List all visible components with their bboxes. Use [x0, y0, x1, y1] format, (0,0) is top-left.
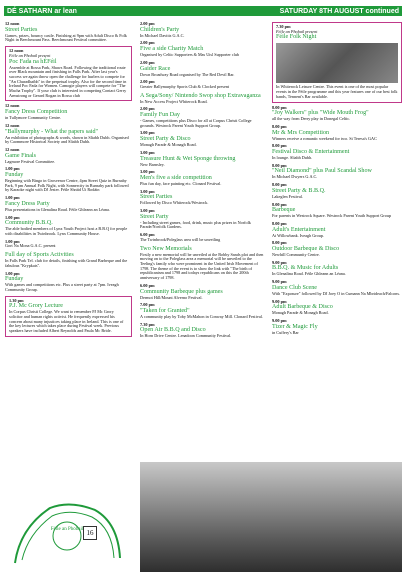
header-right: SATURDAY 8TH AUGUST continued	[279, 7, 399, 15]
event-item	[272, 319, 402, 335]
event-title: Funday	[5, 172, 24, 179]
event-title: Adult's Entertainment	[272, 226, 326, 233]
event-time: 9.00 pm	[272, 259, 287, 265]
event-time: 9.00 pm	[272, 317, 287, 323]
event-description: Newhill Community Centre.	[272, 252, 320, 258]
event-title: Gaider Race	[140, 65, 171, 72]
event-item	[140, 303, 267, 319]
event-description: Plus fun day, face painting etc. Clonard Festival.	[140, 180, 222, 186]
event-time: 9.00 pm	[272, 298, 287, 304]
event-presenter: Féile an Phobail present	[9, 52, 51, 58]
event-item	[140, 61, 267, 77]
event-item	[140, 22, 267, 38]
event-time: 12 noon	[5, 146, 20, 152]
event-description: In New Access Project Whiterock Road.	[140, 98, 208, 104]
event-time: 2.00 pm	[140, 106, 155, 112]
event-time: 12 noon	[5, 21, 20, 26]
event-title: "Ballymurphy - What the papers said"	[5, 128, 99, 135]
event-title: "Taken for Granted"	[140, 307, 190, 314]
event-title: Treasure Hunt & Wet Sponge throwing	[140, 155, 236, 162]
event-title: Street Party	[140, 213, 169, 220]
event-title: Fancy Dress Competition	[5, 109, 68, 116]
event-title: Community B.B.Q.	[5, 220, 53, 227]
event-description: in Cuffery's Bar	[272, 329, 299, 335]
event-title: P.J. Mc Grory Lecture	[9, 303, 63, 310]
header-left: DÉ SATHARN ar lean	[7, 7, 77, 15]
event-item	[140, 323, 267, 339]
event-title: Two New Memorials	[140, 245, 192, 252]
feile-logo	[10, 498, 125, 568]
event-time: 12 noon	[5, 103, 20, 109]
event-item	[140, 284, 267, 300]
event-title: Street Party & Disco	[140, 136, 191, 143]
logo-text: Féile an Phobail	[50, 527, 84, 532]
event-description: Assemble at Rossa Park, Shaws Road. Following the traditional route over Black mountain and finishing in Falls Park. After last year's success we again throw open the challenge for hurlers to compete for "An Churadhaibh" in the perpetual trophy. Also for the second time in Ireland Poc Fada for Women. Camogie players will compete for "The Macha Trophy". If your club is interested in competing Contact Gerry Armstrong or Gerard Rogan in Rossa club	[9, 64, 127, 98]
event-description: Plus presentations in Glenalina Road. Féile Ghleann an Léana.	[5, 206, 110, 212]
event-item	[272, 183, 402, 199]
event-time: 2.00 pm	[140, 79, 155, 85]
event-time: 8.00 pm	[272, 240, 287, 246]
event-title: "Joy Walkers" plus "Wide Mouth Frog"	[272, 110, 369, 117]
event-description: In Glenalina Road. Féile Ghleann an Léana.	[272, 271, 346, 277]
event-item	[140, 93, 267, 105]
event-time: 8.00 pm	[272, 182, 287, 188]
event-title: Féile Folk Night	[276, 34, 317, 41]
event-time: 3.00 pm	[140, 149, 155, 155]
event-description: Organised by Celtic Supporters & Mas Uisl Supporter club	[140, 52, 240, 58]
event-description: all the way from Derry play in Donegal Celtic.	[272, 116, 351, 122]
event-description: Greater Ballymurphy Sports Club & Clocked present	[140, 83, 230, 89]
event-title: Outdoor Barbeque & Disco	[272, 246, 340, 253]
event-title: Children's Party	[140, 26, 180, 33]
column-1	[5, 22, 132, 340]
event-item	[272, 241, 402, 257]
event-item	[272, 261, 402, 277]
column-3	[272, 22, 402, 338]
event-description: In lounge. Sliabh Dubh.	[272, 155, 313, 161]
event-time: 12 noon	[9, 48, 24, 54]
event-title: Community Barbeque plus games	[140, 288, 223, 295]
event-time: 7.00 pm	[140, 302, 155, 308]
event-time: 2.00 pm	[140, 21, 155, 26]
event-title: Full day of Sports Activities	[5, 252, 74, 259]
column-2	[140, 22, 267, 342]
event-time: 7.30 pm	[276, 24, 291, 29]
event-time: 6.00 pm	[140, 282, 155, 288]
event-title: Festival Disco & Entertainment	[272, 149, 350, 156]
event-item	[5, 272, 132, 293]
event-description: Beginning with Bingo in Grosvenor Centre, 4pm Street Quiz in Burnaby Park, 9 pm Annual Folk Night, with Sonnercity in Burnaby park followed by Karaoke night with DJ Jester. Féile Shráid Ui Rodáin	[5, 178, 129, 193]
page-header	[4, 6, 402, 16]
event-time: 3.00 pm	[140, 188, 155, 194]
event-title: Mr & Mrs Competition	[272, 129, 330, 136]
event-item	[140, 107, 267, 128]
event-time: 1.30 pm	[9, 297, 24, 303]
event-description: An exhibition of photographs & words, shown in Sliabh Dubh. Organised by Caommore Historical Society and Sliabh Dubh.	[5, 134, 129, 145]
event-title: Adult Barbeque & Disco	[272, 304, 333, 311]
event-description: Monagh Parade & Monagh Road.	[140, 142, 197, 148]
event-time: 1.00 pm	[5, 238, 20, 244]
event-item	[5, 167, 132, 193]
event-item	[140, 246, 267, 281]
page-number: 16	[83, 526, 97, 540]
event-title: Street Parties	[5, 26, 38, 33]
event-item	[272, 125, 402, 141]
event-item	[140, 233, 267, 242]
event-item	[272, 222, 402, 238]
event-description: Followed by Disco Whiterock/Westrock.	[140, 200, 209, 206]
event-item	[272, 164, 402, 180]
event-description: Winners receive a romantic weekend for two. St Teresa's GAC	[272, 135, 377, 141]
event-description: Games, prizes, bouncy castle. Finishing at 9pm with Adult Disco & Folk Night in Beechmount Pass. Beechmount Festival committee.	[5, 32, 127, 43]
event-item	[140, 131, 267, 147]
event-item	[272, 106, 402, 122]
event-item	[140, 170, 267, 186]
event-description: In Horn Drive Centre. Lenadoon Community Festival.	[140, 333, 232, 339]
event-time: 3.00 pm	[140, 130, 155, 136]
folk-band-photo	[276, 43, 398, 83]
event-description: The able bodied members of Lynx Youth Project host a B.B.Q for people with disabilities in Twinbrook. Lynx Community House.	[5, 226, 128, 236]
event-item	[5, 46, 132, 101]
event-item	[272, 203, 402, 219]
event-item	[272, 280, 402, 296]
event-description: In Corpus Christi College. We want to remember PJ Mc Grory solicitor and human rights activist. He frequently expressed his concern about many injustices taking place in Ireland. This is one of the key lectures which takes place during Festival week. Previous speakers have included Albert Reynolds and Paula Mc Bride.	[9, 309, 124, 334]
event-title: Street Parties	[140, 194, 173, 201]
event-time: 2.00 pm	[140, 40, 155, 46]
event-description: At Willowbank. Iveagh Group.	[272, 232, 324, 238]
event-title: Tizer & Magic Fly	[272, 323, 318, 330]
event-time: 8.00 pm	[272, 104, 287, 110]
event-time: 9.00 pm	[272, 279, 287, 285]
event-title: Open Air B.B.Q and Disco	[140, 327, 206, 334]
event-title: Five a side Charity Match	[140, 46, 204, 53]
event-time: 8.00 pm	[272, 162, 287, 168]
event-item	[140, 41, 267, 57]
event-title: Men's five a side competition	[140, 174, 212, 181]
event-time: 12 noon	[5, 122, 20, 128]
event-time: 8.00 pm	[272, 123, 287, 129]
event-item	[5, 296, 132, 337]
event-item	[272, 144, 402, 160]
event-description: With "Exposure" followed by DJ Joey O in Cumann Na Mbrideach/Falcons.	[272, 290, 401, 296]
event-item	[5, 240, 132, 249]
event-description: in Tullymore Community Centre.	[5, 115, 62, 121]
event-title: A Sega/Sony/ Nintendo Swop shop Extravaganza	[140, 92, 261, 99]
event-description: In Michael Dwyers G.A.C.	[272, 174, 318, 180]
event-presenter: Féile an Phobail present	[276, 28, 318, 34]
event-description: In Michael Davitts G.A.C.	[140, 32, 185, 38]
event-description: Gort Na Mona G.A.C. present	[5, 243, 56, 249]
event-description: In Falls Park Tel. club for details, finishing with Grand Barbeque and the fabulous "Krypkats".	[5, 258, 128, 268]
event-item	[140, 190, 267, 206]
event-item	[5, 104, 132, 120]
event-description: For parents in Westrock Square. Westrock Parent Youth Support Group	[272, 213, 392, 219]
event-description: A community play by Toby McMahon in Conway Mill. Clonard Festival.	[140, 313, 263, 319]
event-time: 8.00 pm	[272, 201, 287, 207]
event-time: 1.00 pm	[5, 195, 20, 201]
event-item	[140, 80, 267, 89]
event-item	[5, 216, 132, 237]
event-title: Fancy Dress Party	[5, 200, 50, 207]
event-item	[140, 151, 267, 167]
event-description: With games and competitions etc. Plus a street party at 7pm. Iveagh Community Group.	[5, 282, 119, 292]
event-description: Firstly a new memorial will be unveiled at the Bobby Sands plot and then moving on to the Poleglass area a memorial will be unveiled to the Teeling's family who were prominent in the United Irish Movement of 1798. The theme of the event is to show the link with "The birth of republicanism and 1798 and todays republicans on this the 200th anniversary of 1798.	[140, 251, 264, 281]
folk-night-box	[272, 22, 402, 103]
event-description: In Whiterock Leisure Centre. This event is one of the most popular events in the Féile programme and this year features one of our best folk bands, Tennent's Bar available.	[276, 84, 398, 99]
crowd-photo	[140, 462, 402, 572]
event-item	[140, 209, 267, 230]
event-item	[5, 148, 132, 164]
event-time: 1.00 pm	[5, 166, 20, 172]
event-title: "Neil Diamond" plus Paul Scandal Show	[272, 168, 372, 175]
event-description: New Barnsley.	[140, 161, 165, 167]
event-item	[5, 124, 132, 145]
event-description: The Twinbrook/Poleglass area will be unveiling	[140, 236, 221, 242]
event-time: 3.00 pm	[140, 169, 155, 175]
event-title: Funday	[5, 276, 24, 283]
event-time: 1.00 pm	[5, 214, 20, 220]
event-time: 6.00 pm	[140, 232, 155, 238]
event-description: - Including street games, food, drink, music plus prizes in Norfolk Parade/Norfolk Gardens.	[140, 219, 251, 230]
event-title: Game Finals	[5, 152, 36, 159]
event-description: Dermot Hill/Mount Alverno Festival.	[140, 294, 203, 300]
event-title: Barbeque	[272, 207, 296, 214]
event-time: 8.00 pm	[272, 220, 287, 226]
event-time: 1.00 pm	[5, 270, 20, 276]
event-time: 2.00 pm	[140, 59, 155, 65]
event-time: 8.00 pm	[272, 143, 287, 149]
event-title: Poc Fada na hÉFéil	[9, 58, 57, 65]
event-item	[5, 196, 132, 212]
event-description: Lakeglen Festival.	[272, 193, 303, 199]
event-title: Dance Club Scene	[272, 284, 318, 291]
event-item	[5, 22, 132, 43]
event-description: Down Broadway Road organised by The Red Devil Bar.	[140, 71, 235, 77]
event-time: 7.30 pm	[140, 321, 155, 327]
event-title: Family Fun Day	[140, 112, 180, 119]
event-time: 3.00 pm	[140, 208, 155, 214]
event-description: - Games, competitions plus Disco for all at Corpus Christi College grounds. Westrock Parent Youth Support Group.	[140, 118, 252, 128]
event-title: Street Party & B.B.Q.	[272, 187, 326, 194]
event-title: B.B.Q. & Music for Adults	[272, 265, 339, 272]
event-item	[272, 300, 402, 316]
event-item	[5, 252, 132, 268]
event-description: Monagh Parade & Monagh Road.	[272, 310, 329, 316]
event-description: Lagmore Festival Committee.	[5, 158, 56, 164]
